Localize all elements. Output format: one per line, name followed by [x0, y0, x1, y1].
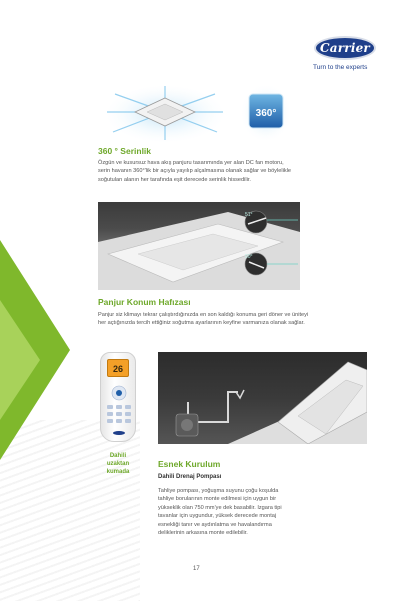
- cassette-airflow-illustration: [105, 84, 305, 142]
- section-subtitle-drain-pump: Dahili Drenaj Pompası: [158, 474, 222, 480]
- decorative-light-green-chevron: [0, 300, 40, 420]
- remote-caption: [95, 452, 141, 476]
- caption-line: uzaktan: [106, 461, 130, 467]
- logo-text: Carrier: [320, 41, 370, 55]
- text-line: yükseklik olan 750 mm'ye dek basabilir. Izgara tipi: [158, 504, 282, 511]
- cassette-panel-photo: [98, 202, 300, 290]
- page-number: 17: [193, 566, 200, 572]
- text-line: Panjur siz klimayı tekrar çalıştırdığınızda en son kaldığı konuma geri döner ve üniteyi: [98, 312, 309, 318]
- text-line: Özgün ve kusursuz hava akış panjuru tasarımında yer alan DC fan motoru,: [98, 160, 284, 166]
- remote-display: [107, 359, 129, 377]
- text-line: tahliye borularının monte edilmesi için uygun bir: [158, 496, 277, 503]
- section-body-louver-memory: [98, 311, 368, 328]
- text-line: serin havanın 360°'lik bir açıyla yayılıp alçalmasına olanak sağlar ve böylelikle: [98, 168, 291, 175]
- section-title-louver-memory: Panjur Konum Hafızası: [98, 297, 191, 307]
- text-line: esnekliği tanır ve aydınlatma ve havalandırma: [158, 521, 272, 528]
- section-body-360: [98, 159, 348, 184]
- brand-tagline: Turn to the experts: [313, 64, 368, 71]
- remote-display-value: 26: [112, 364, 124, 374]
- angle-top-label: 51°: [245, 212, 253, 218]
- caption-line: kumada: [106, 469, 130, 475]
- section-title-flexible-install: Esnek Kurulum: [158, 459, 221, 469]
- text-line: deliklerinin arkasına monte edilebilir.: [158, 530, 248, 537]
- section-body-flexible-install: [158, 487, 348, 537]
- text-line: her açtığınızda tercih ettiğiniz soğutma ayarlarının keyfine varmanıza olanak sağlar.: [98, 320, 305, 327]
- caption-line: Dahili: [109, 453, 127, 459]
- carrier-logo: [314, 36, 376, 60]
- badge-360-text: 360°: [255, 108, 277, 119]
- text-line: tavanlar için uygundur, yüksek derecede montaj: [158, 513, 277, 520]
- text-line: soğutulan alanın her tarafında eşit derecede serinlik hissedilir.: [98, 176, 251, 183]
- remote-control-image: [100, 352, 136, 442]
- angle-bottom-label: 90°: [245, 254, 253, 260]
- section-title-360: 360 ° Serinlik: [98, 146, 152, 156]
- drain-pump-installation-photo: [158, 352, 367, 444]
- text-line: Tahliye pompası, yoğuşma suyunu çoğu koşulda: [158, 488, 279, 494]
